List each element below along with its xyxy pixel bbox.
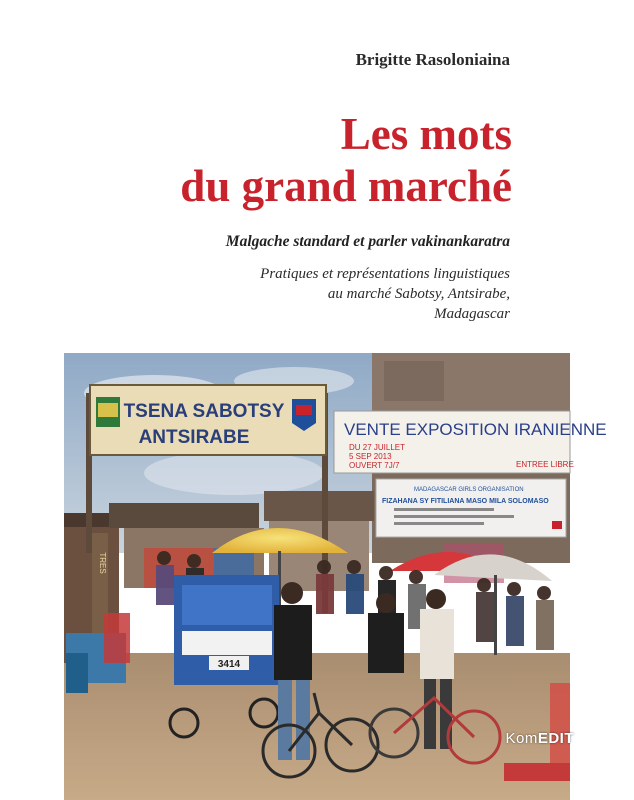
sign-right-date-1: DU 27 JUILLET [349,443,406,452]
post-label: TRES [98,552,107,574]
sign-right-date-2: 5 SEP 2013 [349,452,392,461]
sign-lower-line-1: MADAGASCAR GIRLS ORGANISATION [414,487,524,493]
title-line-1: Les mots [340,109,512,159]
book-description [260,264,510,324]
sign-tsena-sabotsy [90,385,326,455]
sign-vente-exposition [334,411,607,473]
cart-plate: 3414 [217,659,241,670]
author-name: Brigitte Rasoloniaina [355,50,510,69]
publisher-logo [505,730,574,747]
ground [64,653,570,800]
desc-line-1: Pratiques et représentations linguistiques [260,266,510,282]
sign-right-date-3: OUVERT 7J/7 [349,461,400,470]
market-scene-illustration [64,353,607,800]
title-line-2: du grand marché [180,161,512,211]
sign-madagascar-girls [376,479,566,537]
desc-line-3: Madagascar [434,306,510,322]
sign-left-line-1: TSENA SABOTSY [123,401,285,422]
book-subtitle: Malgache standard et parler vakinankaratra [225,233,510,250]
sign-lower-line-2: FIZAHANA SY FITILIANA MASO MILA SOLOMASO [382,498,549,505]
publisher-name: EDIT [537,730,574,747]
sign-right-line-1: VENTE EXPOSITION IRANIENNE [344,420,607,439]
sign-left-line-2: ANTSIRABE [138,427,250,448]
market-photo [64,353,607,800]
sign-right-entry: ENTREE LIBRE [516,460,574,469]
publisher-prefix: Kom [505,730,538,747]
book-title [180,108,512,212]
desc-line-2: au marché Sabotsy, Antsirabe, [327,286,510,302]
